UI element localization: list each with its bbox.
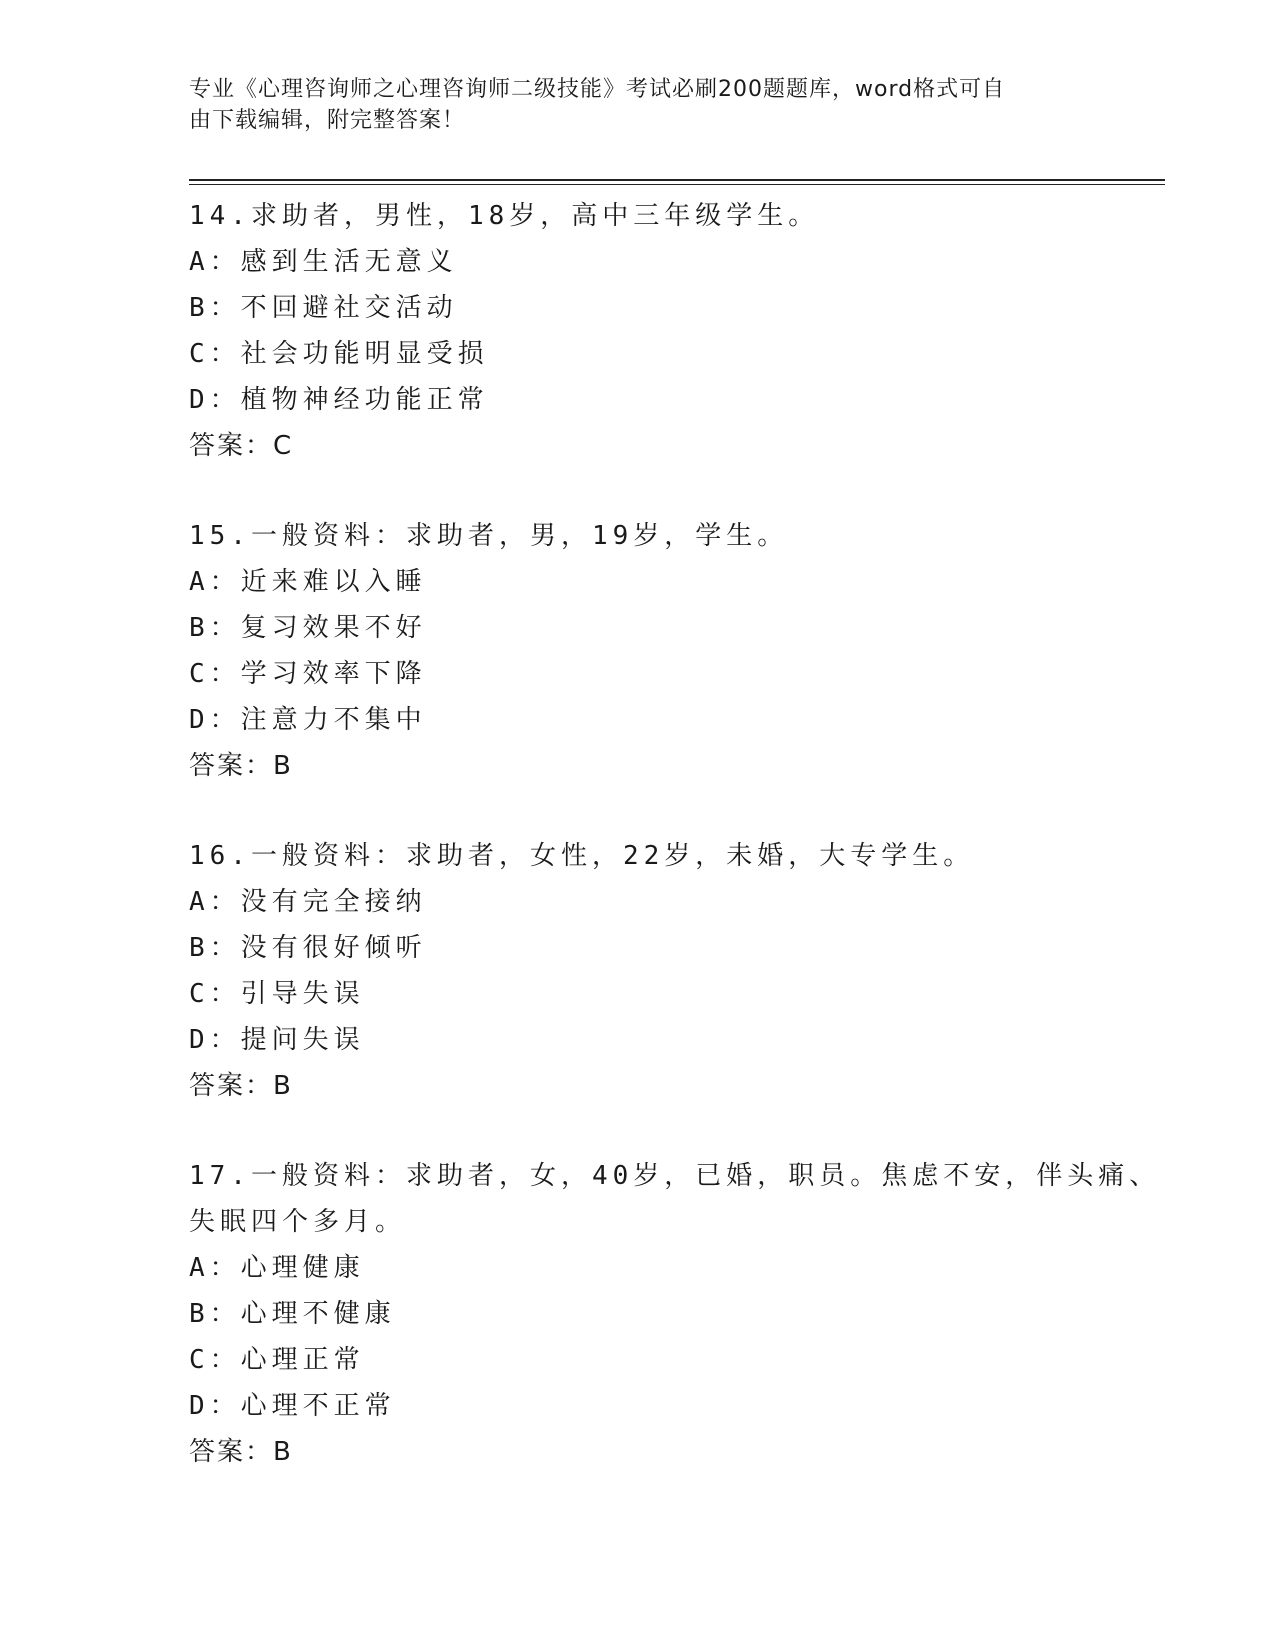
- question-stem: 16.一般资料：求助者，女性，22岁，未婚，大专学生。: [189, 841, 975, 871]
- option-c: C：学习效率下降: [189, 659, 427, 689]
- question-list: [189, 193, 1161, 1475]
- option-b: B：心理不健康: [189, 1299, 396, 1329]
- header-line-1: 专业《心理咨询师之心理咨询师二级技能》考试必刷200题题库，word格式可自: [189, 77, 1006, 102]
- answer: 答案：B: [189, 1437, 293, 1467]
- question-stem-line-1: 17.一般资料：求助者，女，40岁，已婚，职员。焦虑不安，伴头痛、: [189, 1161, 1161, 1191]
- option-d: D：植物神经功能正常: [189, 385, 489, 415]
- option-c: C：引导失误: [189, 979, 365, 1009]
- option-b: B：复习效果不好: [189, 613, 427, 643]
- header-divider-thin: [189, 184, 1165, 185]
- option-a: A：没有完全接纳: [189, 887, 427, 917]
- option-a: A：近来难以入睡: [189, 567, 427, 597]
- question-14: [189, 193, 1089, 469]
- option-c: C：社会功能明显受损: [189, 339, 489, 369]
- header-line-2: 由下载编辑，附完整答案！: [189, 108, 466, 133]
- answer: 答案：C: [189, 431, 294, 461]
- answer: 答案：B: [189, 751, 293, 781]
- option-a: A：感到生活无意义: [189, 247, 458, 277]
- option-d: D：提问失误: [189, 1025, 365, 1055]
- option-b: B：不回避社交活动: [189, 293, 458, 323]
- answer: 答案：B: [189, 1071, 293, 1101]
- question-16: [189, 833, 1089, 1109]
- option-d: D：注意力不集中: [189, 705, 427, 735]
- question-17: [189, 1153, 1161, 1475]
- document-header: [189, 74, 1089, 136]
- option-d: D：心理不正常: [189, 1391, 396, 1421]
- question-stem: 14.求助者，男性，18岁，高中三年级学生。: [189, 201, 820, 231]
- option-c: C：心理正常: [189, 1345, 365, 1375]
- option-a: A：心理健康: [189, 1253, 365, 1283]
- question-15: [189, 513, 1089, 789]
- question-stem: 15.一般资料：求助者，男，19岁，学生。: [189, 521, 789, 551]
- option-b: B：没有很好倾听: [189, 933, 427, 963]
- question-stem-line-2: 失眠四个多月。: [189, 1207, 407, 1237]
- header-divider-thick: [189, 179, 1165, 181]
